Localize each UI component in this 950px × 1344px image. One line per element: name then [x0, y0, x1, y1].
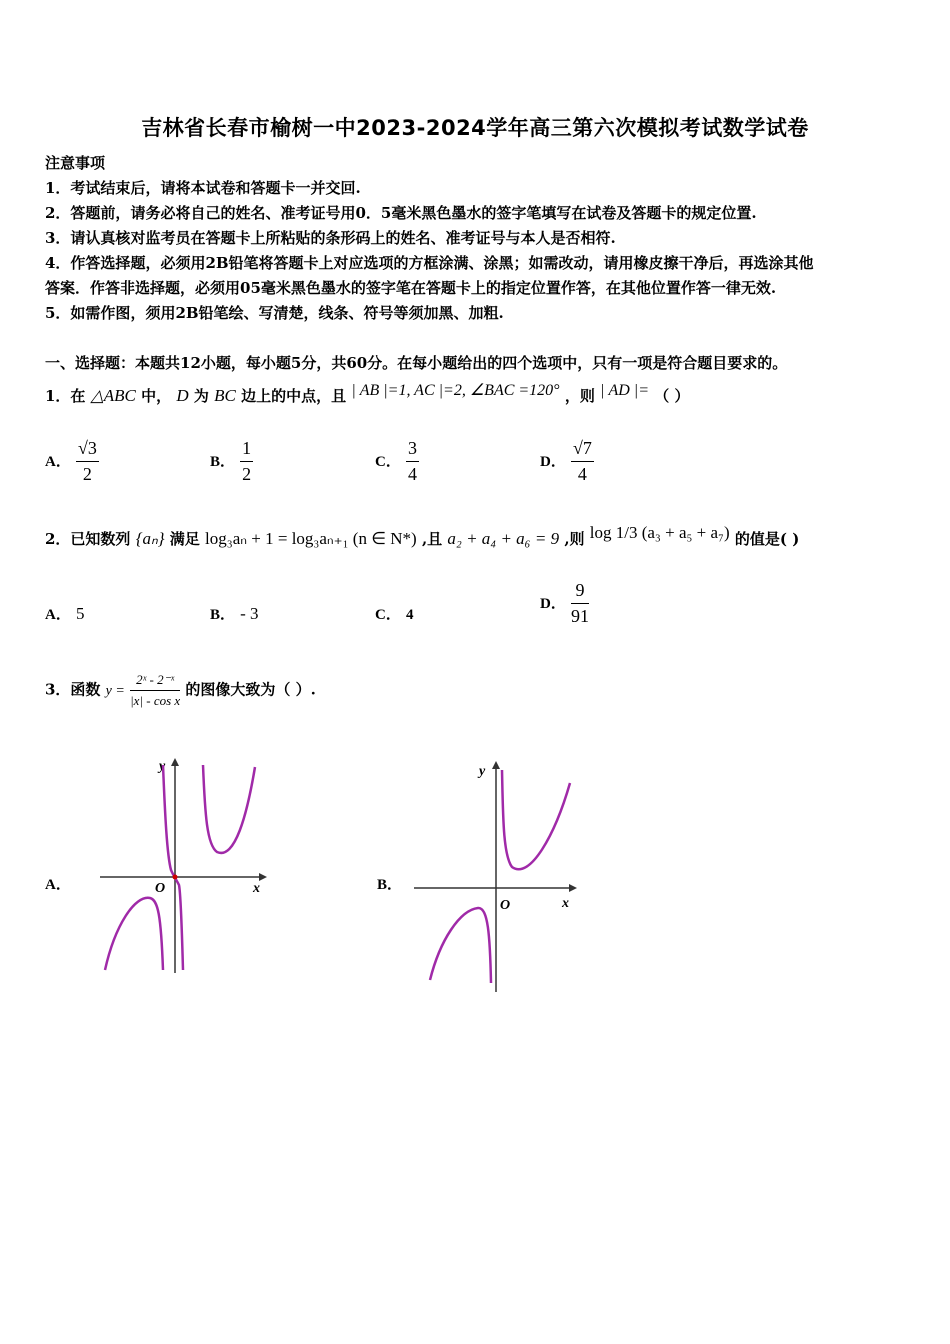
q1-text: ，则: [564, 387, 595, 405]
q2-option-c[interactable]: [375, 603, 413, 624]
q3-graph-a[interactable]: [95, 755, 275, 980]
option-label: B．: [210, 607, 236, 623]
q2-expression: log 1/3 (a₃ + a₅ + a₇): [589, 523, 730, 542]
q3-text: 的图像大致为（ ）.: [185, 680, 316, 699]
q1-text: 边上的中点，且: [241, 387, 347, 405]
q1-num: 1．在: [45, 387, 86, 405]
option-label: C．: [375, 454, 401, 470]
fraction: $\frac{√7}{4}$: [572, 438, 592, 484]
q1-option-b[interactable]: [210, 438, 253, 485]
option-label: A．: [45, 607, 71, 623]
fraction: $\frac{9}{91}$: [570, 580, 589, 626]
arrow-icon: [259, 873, 267, 881]
x-axis-label: x: [562, 896, 569, 911]
q2-condition: log₃aₙ + 1 = log₃aₙ₊₁ (n ∈ N*): [205, 529, 417, 548]
option-label: D．: [540, 454, 566, 470]
arrow-icon: [492, 761, 500, 769]
option-value: 4: [405, 607, 414, 623]
option-label: A．: [45, 454, 71, 470]
notice-item: 1．考试结束后，请将本试卷和答题卡一并交回.: [45, 179, 361, 197]
q1-ask: | AD |=: [600, 382, 649, 399]
q1-condition: | AB |=1, AC |=2, ∠BAC =120°: [351, 382, 560, 399]
q1-text: 为: [193, 387, 209, 405]
q3-fraction: $\frac{\text{2ˣ - 2⁻ˣ}}{\text{|x| - cos x}}$: [130, 672, 181, 708]
question-3: [45, 672, 316, 709]
arrow-icon: [171, 758, 179, 766]
q2-option-d[interactable]: [540, 580, 589, 627]
y-axis-label: y: [479, 764, 486, 779]
origin-label: O: [500, 898, 511, 913]
q1-point-d: D: [176, 386, 189, 405]
fraction: $\frac{√3}{2}$: [77, 438, 97, 484]
graph-curve: [163, 765, 183, 970]
q3-num: 3．函数: [45, 680, 101, 699]
graph-curve: [430, 908, 491, 983]
question-1: [45, 382, 690, 406]
q1-segment-bc: BC: [214, 386, 236, 405]
option-label: D．: [540, 596, 566, 612]
option-label: C．: [375, 607, 401, 623]
origin-label: O: [155, 881, 166, 896]
origin-point: [173, 875, 178, 880]
q1-text: 中，: [141, 387, 172, 405]
notice-item: 3．请认真核对监考员在答题卡上所粘贴的条形码上的姓名、准考证号与本人是否相符.: [45, 229, 616, 247]
notice-item: 5．如需作图，须用2B铅笔绘、写清楚，线条、符号等须加黑、加粗.: [45, 304, 504, 322]
q2-option-a[interactable]: [45, 603, 84, 624]
q2-num: 2．已知数列: [45, 530, 131, 548]
q1-option-a[interactable]: [45, 438, 99, 485]
q3-graph-b[interactable]: [410, 755, 585, 995]
fraction: $\frac{1}{2}$: [242, 438, 252, 484]
section-heading: 一、选择题：本题共12小题，每小题5分，共60分。在每小题给出的四个选项中，只有一项是符合题目要求的。: [45, 354, 788, 372]
option-value: - 3: [240, 604, 259, 623]
fraction: $\frac{3}{4}$: [407, 438, 417, 484]
question-2: [45, 523, 800, 549]
graph-curve: [203, 765, 255, 853]
option-value: 5: [75, 604, 85, 623]
q1-answer-blank: （ ）: [654, 387, 690, 405]
graph-curve: [502, 770, 570, 869]
notice-item: 2．答题前，请务必将自己的姓名、准考证号用0．5毫米黑色墨水的签字笔填写在试卷及答题卡的规定位置.: [45, 204, 757, 222]
notice-item: 4．作答选择题，必须用2B铅笔将答题卡上对应选项的方框涂满、涂黑；如需改动，请用橡皮擦干净后，再选涂其他: [45, 254, 814, 272]
q3-graph-a-label[interactable]: A．: [45, 877, 71, 893]
graph-curve: [105, 898, 163, 970]
q2-text: ,且: [421, 530, 443, 548]
q2-option-b[interactable]: [210, 603, 259, 624]
q2-sequence: {aₙ}: [135, 529, 165, 548]
q2-text: ,则: [564, 530, 585, 548]
y-axis-label: y: [159, 759, 166, 774]
q2-text: 满足: [169, 530, 200, 548]
option-label: B．: [210, 454, 236, 470]
arrow-icon: [569, 884, 577, 892]
page-title: 吉林省长春市榆树一中2023-2024学年高三第六次模拟考试数学试卷: [141, 116, 809, 140]
q1-triangle: △ABC: [90, 386, 136, 405]
notice-heading: 注意事项: [45, 154, 106, 172]
q2-text: 的值是( ): [734, 530, 800, 548]
q3-y: y =: [105, 683, 125, 699]
x-axis-label: x: [253, 881, 260, 896]
q3-graph-b-label[interactable]: B．: [377, 877, 403, 893]
notice-item: 答案．作答非选择题，必须用05毫米黑色墨水的签字笔在答题卡上的指定位置作答，在其他位置作答一律无效.: [45, 279, 777, 297]
q1-option-d[interactable]: [540, 438, 594, 485]
q1-option-c[interactable]: [375, 438, 419, 485]
q2-sum: a₂ + a₄ + a₆ = 9: [447, 529, 560, 548]
